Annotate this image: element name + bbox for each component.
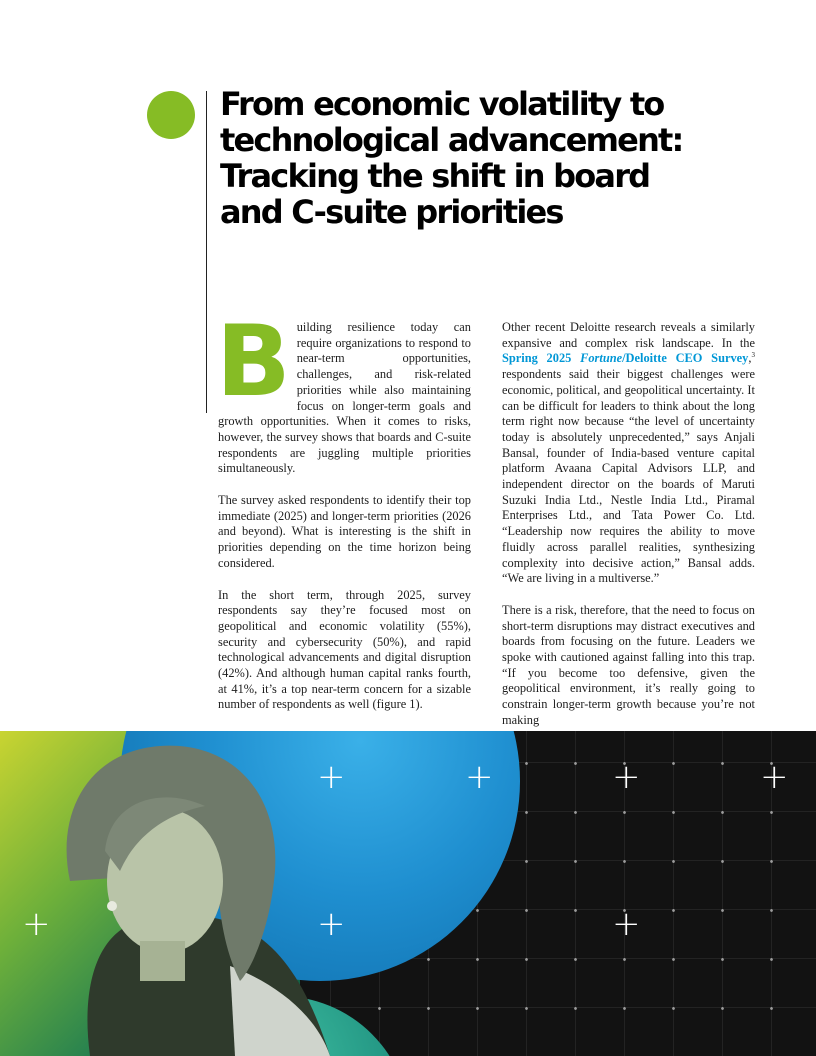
paragraph-5: There is a risk, therefore, that the need to focus on short-term disruptions may distract executives and boards from focusing on the future. Leaders we spoke with cautioned against falling into this trap. “If you become too defensive, given the geopolitical environment, it’s really going to constrain longer-term growth because you’re not making <box>502 602 755 727</box>
paragraph-3: In the short term, through 2025, survey respondents say they’re focused most on geopolitical and economic volatility (55%), security and cybersecurity (50%), and rapid technological advancements and digital disruption (42%). And although human capital ranks fourth, at 41%, it’s a top near-term concern for a sizable number of respondents as well (figure 1). <box>218 587 471 712</box>
paragraph-2: The survey asked respondents to identify their top immediate (2025) and longer-term priorities (2026 and beyond). What is interesting is the shift in priorities depending on the time horizon being considered. <box>218 493 471 570</box>
plus-icon: + <box>465 757 494 797</box>
title-divider <box>206 91 207 413</box>
portrait-figure <box>30 731 360 1056</box>
ceo-survey-link-italic: Fortune <box>580 351 623 366</box>
page-title: From economic volatility to technological advancement: Tracking the shift in board and C-suite priorities <box>220 85 683 231</box>
drop-cap: B <box>216 305 289 419</box>
ceo-survey-link[interactable] <box>502 351 748 365</box>
plus-icon: + <box>612 757 641 797</box>
accent-dot <box>147 91 195 139</box>
paragraph-4: Other recent Deloitte research reveals a similarly expansive and complex risk landscape. In the Spring 2025 Fortune/Deloitte CEO Survey,$^3$ respondents said their biggest challenges were economic, political, and geopolitical uncertainty. It can be difficult for leaders to think about the long term right now because “the level of uncertainty today is absolutely unprecedented,” says Anjali Bansal, founder of India-based venture capital platform Avaana Capital Advisors LLP, and independent director on the boards of Maruti Suzuki India Ltd., Nestle India Ltd., Piramal Enterprises Ltd., and Tata Power Co. Ltd. “Leadership now requires the ability to move fluidly across parallel realities, synthesizing complexity into decisive action,” Bansal adds. “We are living in a multiverse.” <box>502 320 755 586</box>
plus-icon: + <box>760 757 789 797</box>
hero-image <box>0 731 816 1056</box>
ceo-survey-link-part-b: /Deloitte CEO Survey <box>622 351 749 366</box>
plus-icon: + <box>317 904 346 944</box>
paragraph-4-rest: respondents said their biggest challenges were economic, political, and geopolitical uncertainty. It can be difficult for leaders to think about the long term right now because “the level of uncertainty today is absolutely unprecedented,” says Anjali Bansal, founder of India-based venture capital platform Avaana Capital Advisors LLP, and independent director on the boards of Maruti Suzuki India Ltd., Nestle India Ltd., Piramal Enterprises Ltd., and Tata Power Co. Ltd. “Leadership now requires the ability to move fluidly across parallel realities, synthesizing complexity into decisive action,” Bansal adds. “We are living in a multiverse.” <box>502 367 755 586</box>
plus-icon: + <box>612 904 641 944</box>
plus-icon: + <box>317 757 346 797</box>
right-column <box>502 320 755 745</box>
intro-paragraph <box>216 305 471 477</box>
plus-icon: + <box>22 904 51 944</box>
ceo-survey-link-part-a: Spring 2025 <box>502 351 572 366</box>
left-column <box>216 305 471 729</box>
paragraph-4-lead: Other recent Deloitte research reveals a similarly expansive and complex risk landscape. In the <box>502 320 755 350</box>
footnote-marker[interactable]: 3 <box>751 351 755 360</box>
intro-text: uilding resilience today can require organizations to respond to near-term opportunities, challenges, and risk-related priorities while also maintaining focus on longer-term goals and growth opportunities. When it comes to risks, however, the survey shows that boards and C-suite respondents are juggling multiple priorities simultaneously. <box>218 320 471 476</box>
